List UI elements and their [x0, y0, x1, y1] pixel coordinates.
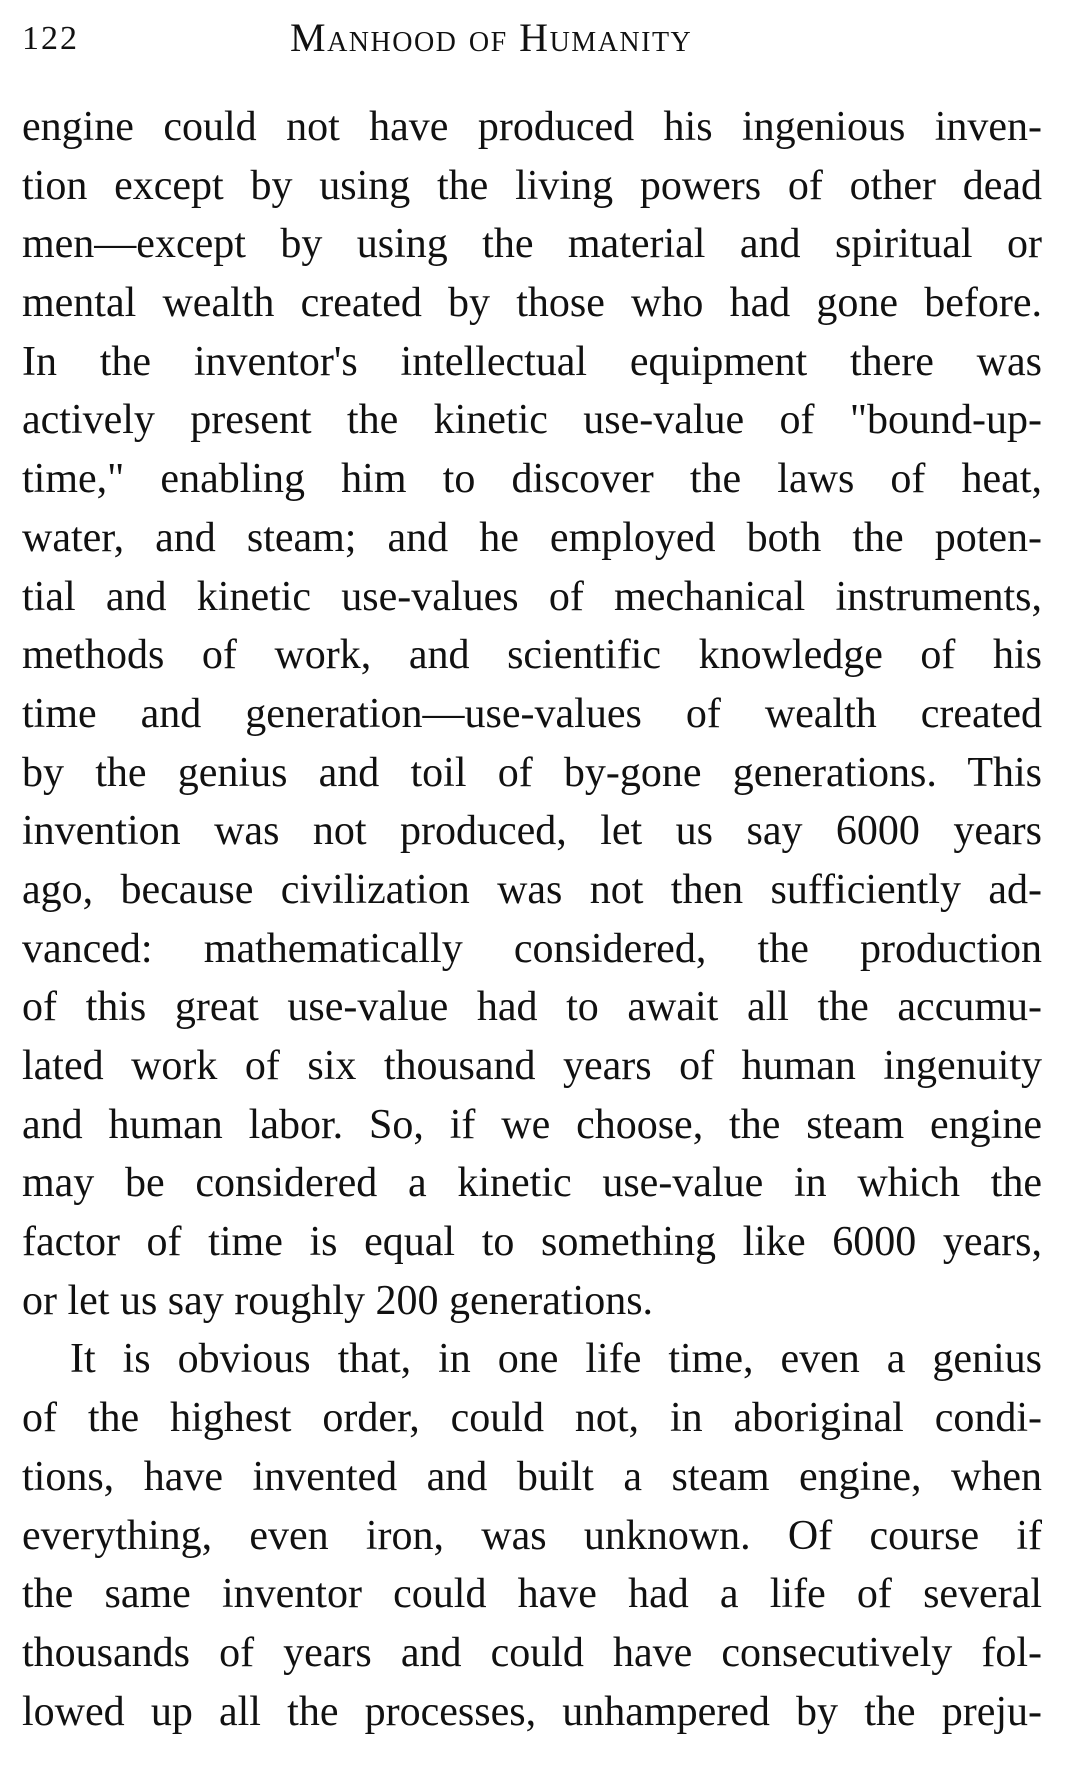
- text-line: It is obvious that, in one life time, even a genius: [70, 1336, 1042, 1383]
- running-head: [22, 14, 1043, 70]
- text-line: or let us say roughly 200 generations.: [22, 1277, 654, 1324]
- paragraph: [22, 98, 1042, 1330]
- text-line: vanced: mathematically considered, the production: [22, 925, 1042, 972]
- text-line: In the inventor's intellectual equipment there was: [22, 338, 1042, 385]
- text-line: lowed up all the processes, unhampered by the preju-: [22, 1688, 1042, 1735]
- text-line: men—except by using the material and spiritual or: [22, 221, 1042, 268]
- text-line: actively present the kinetic use-value of "bound-up-: [22, 397, 1042, 444]
- text-line: methods of work, and scientific knowledge of his: [22, 632, 1042, 679]
- text-line: may be considered a kinetic use-value in which the: [22, 1160, 1042, 1207]
- text-line: tions, have invented and built a steam engine, when: [22, 1453, 1042, 1500]
- text-line: by the genius and toil of by-gone generations. This: [22, 749, 1042, 796]
- text-line: time and generation—use-values of wealth created: [22, 690, 1042, 737]
- text-line: water, and steam; and he employed both the poten-: [22, 514, 1042, 561]
- text-line: factor of time is equal to something like 6000 years,: [22, 1219, 1042, 1266]
- text-line: engine could not have produced his ingenious inven-: [22, 104, 1042, 150]
- text-line: tial and kinetic use-values of mechanical instruments,: [22, 573, 1042, 620]
- text-line: everything, even iron, was unknown. Of course if: [22, 1512, 1042, 1559]
- text-line: tion except by using the living powers of other dead: [22, 162, 1042, 209]
- text-line: of this great use-value had to await all the accumu-: [22, 984, 1042, 1031]
- text-line: and human labor. So, if we choose, the steam engine: [22, 1101, 1042, 1148]
- page-number: 122: [22, 20, 79, 57]
- text-line: mental wealth created by those who had gone before.: [22, 280, 1042, 327]
- text-line: time," enabling him to discover the laws of heat,: [22, 456, 1042, 503]
- running-title: Manhood of Humanity: [290, 15, 693, 60]
- text-line: of the highest order, could not, in aboriginal condi-: [22, 1395, 1042, 1442]
- text-line: lated work of six thousand years of human ingenuity: [22, 1043, 1042, 1089]
- text-line: thousands of years and could have consecutively fol-: [22, 1629, 1042, 1676]
- body-text: [22, 98, 1042, 1741]
- text-line: ago, because civilization was not then sufficiently ad-: [22, 866, 1042, 913]
- paragraph: [22, 1330, 1042, 1741]
- text-line: invention was not produced, let us say 6000 years: [22, 808, 1042, 855]
- text-line: the same inventor could have had a life of several: [22, 1571, 1042, 1618]
